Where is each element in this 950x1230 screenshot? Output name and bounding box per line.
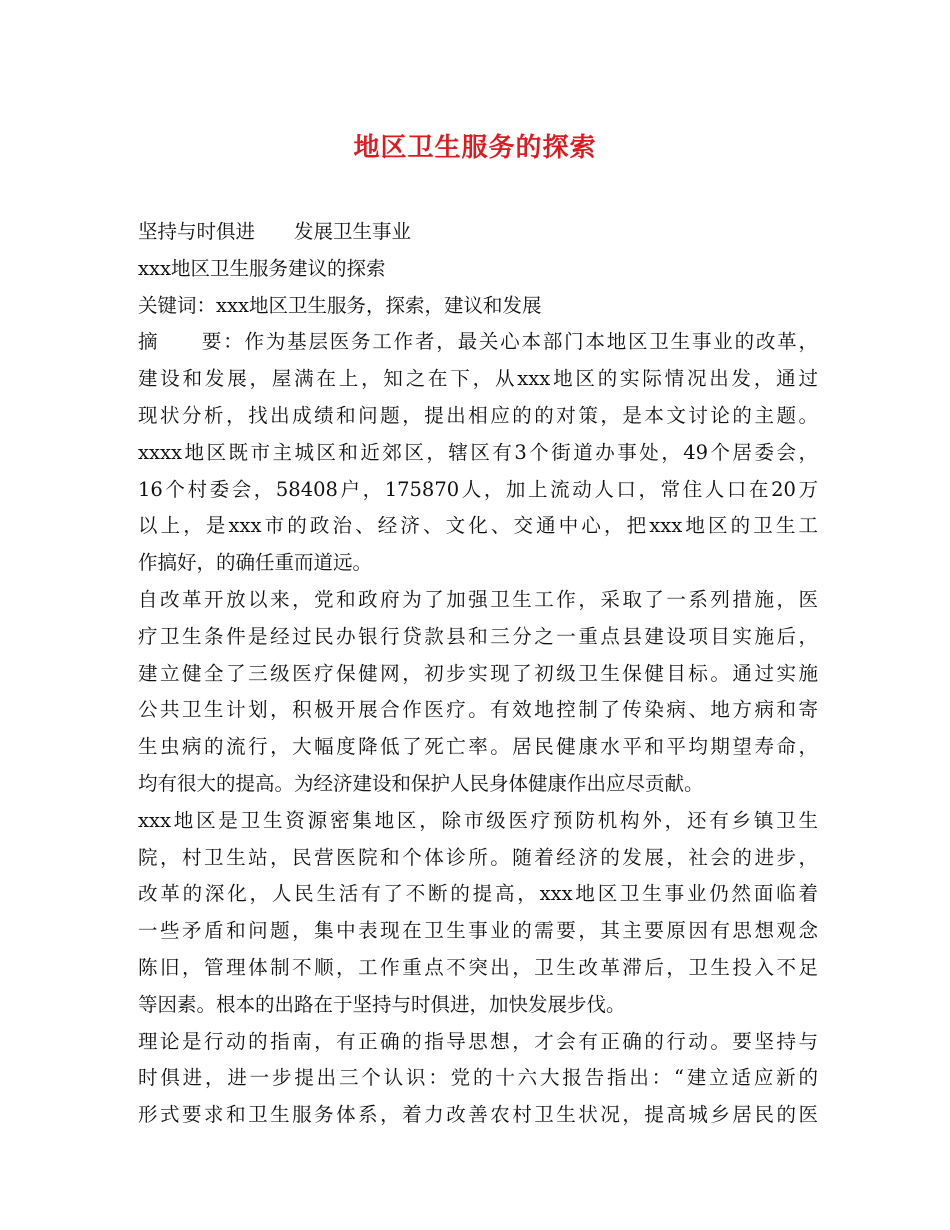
text-line: 陈旧，管理体制不顺，工作重点不突出，卫生改革滞后，卫生投入不足 [138, 955, 818, 979]
text-line: 以上，是xxx市的政治、经济、文化、交通中心，把xxx地区的卫生工 [138, 514, 818, 538]
document-title: 地区卫生服务的探索 [353, 133, 597, 163]
text-line: 公共卫生计划，积极开展合作医疗。有效地控制了传染病、地方病和寄 [138, 698, 818, 722]
text-line: 疗卫生条件是经过民办银行贷款县和三分之一重点县建设项目实施后， [138, 624, 818, 648]
text-line: 理论是行动的指南，有正确的指导思想，才会有正确的行动。要坚持与 [138, 1029, 818, 1053]
text-line: 时俱进，进一步提出三个认识：党的十六大报告指出：“建立适应新的 [138, 1066, 818, 1090]
text-line: 等因素。根本的出路在于坚持与时俱进，加快发展步伐。 [138, 992, 626, 1016]
text-line: 建设和发展，屋满在上，知之在下，从xxx地区的实际情况出发，通过 [138, 367, 818, 391]
text-line: 关键词：xxx地区卫生服务，探索，建议和发展 [138, 293, 542, 317]
document-body [138, 214, 818, 1134]
text-line: xxx地区是卫生资源密集地区，除市级医疗预防机构外，还有乡镇卫生 [138, 808, 818, 832]
text-line: 现状分析，找出成绩和问题，提出相应的的对策，是本文讨论的主题。 [138, 403, 818, 427]
text-line: 一些矛盾和问题，集中表现在卫生事业的需要，其主要原因有思想观念 [138, 919, 818, 943]
text-line: 摘 要：作为基层医务工作者，最关心本部门本地区卫生事业的改革， [138, 330, 818, 354]
text-line: 均有很大的提高。为经济建设和保护人民身体健康作出应尽贡献。 [138, 771, 704, 795]
text-line: 16个村委会，58408户，175870人，加上流动人口，常住人口在20万 [138, 477, 818, 501]
text-line: xxxx地区既市主城区和近郊区，辖区有3个街道办事处，49个居委会， [138, 440, 818, 464]
text-line: 生虫病的流行，大幅度降低了死亡率。居民健康水平和平均期望寿命， [138, 735, 818, 759]
text-line: 院，村卫生站，民营医院和个体诊所。随着经济的发展，社会的进步， [138, 845, 818, 869]
text-line: 改革的深化，人民生活有了不断的提高，xxx地区卫生事业仍然面临着 [138, 882, 818, 906]
text-line: 作搞好，的确任重而道远。 [138, 551, 373, 575]
text-line: 自改革开放以来，党和政府为了加强卫生工作，采取了一系列措施，医 [138, 587, 818, 611]
text-line: 形式要求和卫生服务体系，着力改善农村卫生状况，提高城乡居民的医 [138, 1103, 818, 1127]
text-line: xxx地区卫生服务建议的探索 [138, 256, 386, 280]
text-line: 建立健全了三级医疗保健网，初步实现了初级卫生保健目标。通过实施 [138, 661, 818, 685]
text-line: 坚持与时俱进 发展卫生事业 [138, 220, 412, 243]
